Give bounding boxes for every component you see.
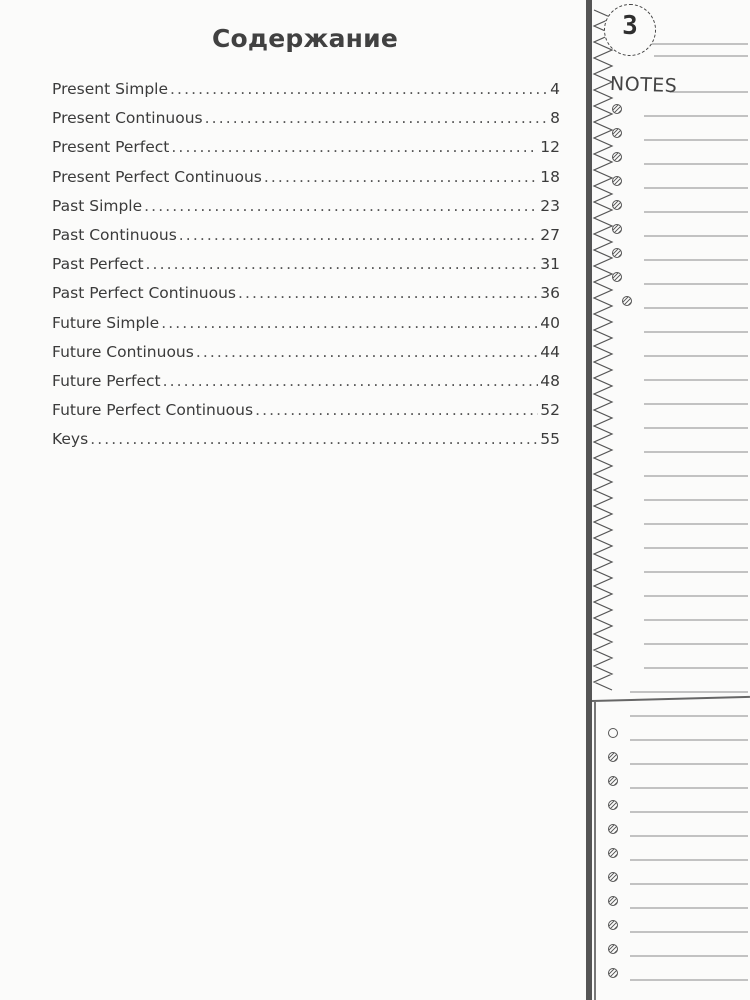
toc-entry-title: Future Continuous — [52, 342, 194, 361]
page-title: Содержание — [211, 24, 399, 53]
toc-entry[interactable] — [52, 401, 560, 430]
toc-leader-dots — [146, 255, 539, 273]
toc-entry[interactable] — [52, 284, 560, 313]
binder-ring-icon — [612, 128, 622, 138]
toc-page-number: 27 — [540, 225, 560, 244]
toc-entry[interactable] — [52, 314, 560, 343]
toc-entry-title: Past Perfect Continuous — [52, 284, 236, 303]
toc-leader-dots — [238, 284, 538, 302]
binder-ring-icon — [612, 200, 622, 210]
binder-ring-icon — [612, 176, 622, 186]
binder-ring-icon — [612, 248, 622, 258]
toc-leader-dots — [161, 314, 538, 332]
toc-page-number: 48 — [540, 371, 560, 390]
binder-ring-icon — [608, 968, 618, 978]
notebook-decoration — [586, 0, 750, 1000]
toc-leader-dots — [144, 197, 538, 215]
binder-ring-icon — [608, 728, 618, 738]
toc-entry[interactable] — [52, 255, 560, 284]
toc-entry[interactable] — [52, 430, 560, 459]
notes-label: NOTES — [609, 72, 678, 98]
toc-entry[interactable] — [52, 109, 560, 138]
toc-entry-title: Future Perfect — [52, 371, 161, 390]
toc-entry-title: Past Perfect — [52, 255, 144, 274]
toc-page-number: 40 — [540, 313, 560, 332]
toc-leader-dots — [170, 80, 548, 98]
toc-page-number: 8 — [550, 109, 560, 128]
toc-entry-title: Past Simple — [52, 196, 143, 215]
toc-entry-title: Keys — [52, 430, 89, 449]
binder-ring-icon — [612, 104, 622, 114]
toc-entry-title: Present Perfect — [52, 138, 170, 157]
toc-entry-title: Present Simple — [52, 80, 169, 98]
binder-ring-icon — [608, 824, 618, 834]
binder-ring-icon — [608, 944, 618, 954]
binder-ring-icon — [612, 272, 622, 282]
toc-entry[interactable] — [52, 226, 560, 255]
toc-entry-title: Present Continuous — [52, 109, 203, 128]
binder-ring-icon — [608, 776, 618, 786]
toc-entry[interactable] — [52, 168, 560, 197]
toc-entry[interactable] — [52, 372, 560, 401]
toc-page-number: 52 — [540, 401, 560, 420]
toc-entry-title: Future Simple — [52, 313, 160, 332]
binder-ring-icon — [608, 848, 618, 858]
toc-leader-dots — [264, 168, 538, 186]
toc-entry[interactable] — [52, 197, 560, 226]
toc-page-number: 18 — [540, 167, 560, 186]
toc-leader-dots — [171, 138, 538, 156]
table-of-contents — [52, 80, 560, 459]
toc-page-number: 12 — [540, 138, 560, 157]
toc-leader-dots — [163, 372, 539, 390]
binder-ring-icon — [612, 152, 622, 162]
toc-leader-dots — [179, 226, 538, 244]
toc-page-number: 23 — [540, 196, 560, 215]
toc-page-number: 31 — [540, 255, 560, 274]
toc-entry[interactable] — [52, 80, 560, 109]
binder-ring-icon — [608, 800, 618, 810]
page-number: 3 — [622, 11, 638, 41]
toc-page-number: 55 — [540, 430, 560, 449]
toc-entry-title: Future Perfect Continuous — [52, 401, 254, 420]
notebook-ruled-lines — [624, 40, 750, 1000]
toc-leader-dots — [196, 343, 538, 361]
binder-ring-icon — [612, 224, 622, 234]
toc-entry[interactable] — [52, 138, 560, 167]
toc-entry-title: Past Continuous — [52, 225, 177, 244]
binder-ring-icon — [622, 296, 632, 306]
toc-leader-dots — [205, 109, 548, 127]
notebook-lower-edge — [594, 702, 596, 1000]
toc-page-number: 36 — [540, 284, 560, 303]
binder-ring-icon — [608, 752, 618, 762]
toc-entry[interactable] — [52, 343, 560, 372]
toc-page-number: 44 — [540, 342, 560, 361]
toc-page-number: 4 — [550, 80, 560, 98]
toc-leader-dots — [255, 401, 538, 419]
toc-leader-dots — [90, 430, 538, 448]
binder-ring-icon — [608, 872, 618, 882]
toc-entry-title: Present Perfect Continuous — [52, 167, 262, 186]
binder-ring-icon — [608, 896, 618, 906]
binder-ring-icon — [608, 920, 618, 930]
